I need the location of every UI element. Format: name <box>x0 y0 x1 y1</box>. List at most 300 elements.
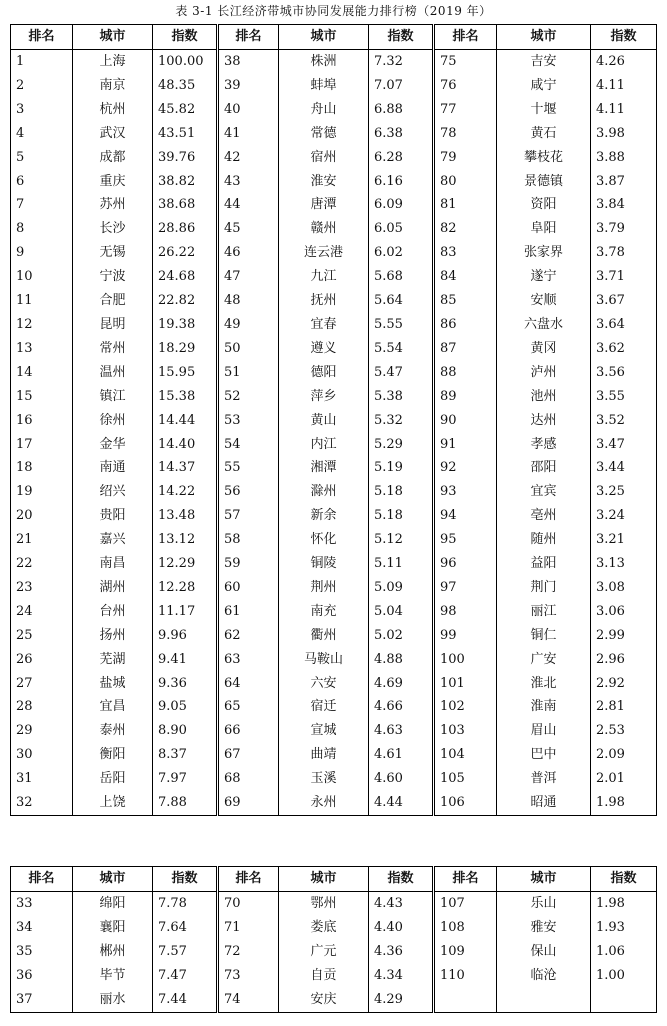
city-cell: 绍兴 <box>73 480 153 504</box>
rank-cell: 24 <box>11 600 73 624</box>
rank-cell: 107 <box>434 892 497 916</box>
rank-cell: 47 <box>218 265 279 289</box>
index-cell: 5.55 <box>369 313 434 337</box>
rank-cell: 95 <box>434 528 497 552</box>
index-cell: 5.12 <box>369 528 434 552</box>
index-cell: 4.36 <box>369 940 434 964</box>
city-cell: 荆州 <box>279 576 369 600</box>
index-cell: 6.05 <box>369 217 434 241</box>
rank-cell: 109 <box>434 940 497 964</box>
city-cell: 丽水 <box>73 988 153 1012</box>
rank-cell: 33 <box>11 892 73 916</box>
index-cell: 1.98 <box>591 791 657 815</box>
table-row <box>11 98 657 122</box>
table-row <box>11 988 657 1012</box>
table-row <box>11 528 657 552</box>
index-cell: 6.38 <box>369 122 434 146</box>
index-cell: 5.18 <box>369 504 434 528</box>
table-row <box>11 552 657 576</box>
index-cell: 5.47 <box>369 361 434 385</box>
rank-cell: 40 <box>218 98 279 122</box>
city-cell: 淮北 <box>497 672 591 696</box>
index-cell: 3.78 <box>591 241 657 265</box>
city-cell: 南昌 <box>73 552 153 576</box>
rank-cell: 50 <box>218 337 279 361</box>
rank-cell: 74 <box>218 988 279 1012</box>
rank-cell: 64 <box>218 672 279 696</box>
city-cell: 无锡 <box>73 241 153 265</box>
city-cell: 遵义 <box>279 337 369 361</box>
index-cell: 3.64 <box>591 313 657 337</box>
table-row <box>11 719 657 743</box>
rank-cell: 3 <box>11 98 73 122</box>
index-cell: 4.88 <box>369 648 434 672</box>
index-cell: 14.37 <box>153 456 218 480</box>
city-cell: 黄石 <box>497 122 591 146</box>
city-cell: 黄山 <box>279 409 369 433</box>
rank-cell: 4 <box>11 122 73 146</box>
rank-cell: 52 <box>218 385 279 409</box>
rank-cell: 100 <box>434 648 497 672</box>
table-row <box>11 265 657 289</box>
index-cell: 38.82 <box>153 170 218 194</box>
index-cell: 18.29 <box>153 337 218 361</box>
rank-cell: 20 <box>11 504 73 528</box>
header-rank: 排名 <box>218 867 279 892</box>
rank-cell: 10 <box>11 265 73 289</box>
city-cell: 南通 <box>73 456 153 480</box>
index-cell: 7.78 <box>153 892 218 916</box>
rank-cell: 57 <box>218 504 279 528</box>
city-cell: 淮南 <box>497 695 591 719</box>
table-row <box>11 146 657 170</box>
header-rank: 排名 <box>434 25 497 50</box>
rank-cell: 26 <box>11 648 73 672</box>
city-cell <box>497 988 591 1012</box>
header-index: 指数 <box>153 25 218 50</box>
rank-cell: 91 <box>434 433 497 457</box>
city-cell: 淮安 <box>279 170 369 194</box>
city-cell: 怀化 <box>279 528 369 552</box>
city-cell: 蚌埠 <box>279 74 369 98</box>
index-cell: 3.79 <box>591 217 657 241</box>
rank-cell: 69 <box>218 791 279 815</box>
city-cell: 宿迁 <box>279 695 369 719</box>
header-index: 指数 <box>369 867 434 892</box>
index-cell: 3.67 <box>591 289 657 313</box>
header-city: 城市 <box>73 867 153 892</box>
index-cell: 5.68 <box>369 265 434 289</box>
city-cell: 荆门 <box>497 576 591 600</box>
rank-cell: 44 <box>218 193 279 217</box>
city-cell: 广元 <box>279 940 369 964</box>
table-row <box>11 409 657 433</box>
rank-cell: 82 <box>434 217 497 241</box>
table-row <box>11 504 657 528</box>
index-cell: 4.40 <box>369 916 434 940</box>
index-cell: 15.95 <box>153 361 218 385</box>
index-cell: 5.54 <box>369 337 434 361</box>
index-cell: 2.01 <box>591 767 657 791</box>
rank-cell: 36 <box>11 964 73 988</box>
index-cell: 7.88 <box>153 791 218 815</box>
city-cell: 岳阳 <box>73 767 153 791</box>
index-cell: 14.44 <box>153 409 218 433</box>
index-cell: 5.19 <box>369 456 434 480</box>
city-cell: 阜阳 <box>497 217 591 241</box>
city-cell: 长沙 <box>73 217 153 241</box>
city-cell: 苏州 <box>73 193 153 217</box>
rank-cell: 71 <box>218 916 279 940</box>
index-cell: 4.29 <box>369 988 434 1012</box>
index-cell: 5.18 <box>369 480 434 504</box>
table-row <box>11 767 657 791</box>
table-row <box>11 743 657 767</box>
city-cell: 宁波 <box>73 265 153 289</box>
rank-cell: 43 <box>218 170 279 194</box>
header-rank: 排名 <box>218 25 279 50</box>
rank-cell: 101 <box>434 672 497 696</box>
rank-cell: 5 <box>11 146 73 170</box>
index-cell: 3.44 <box>591 456 657 480</box>
city-cell: 襄阳 <box>73 916 153 940</box>
city-cell: 邵阳 <box>497 456 591 480</box>
header-rank: 排名 <box>11 867 73 892</box>
rank-cell: 38 <box>218 50 279 74</box>
index-cell: 100.00 <box>153 50 218 74</box>
index-cell: 4.60 <box>369 767 434 791</box>
city-cell: 台州 <box>73 600 153 624</box>
city-cell: 武汉 <box>73 122 153 146</box>
table-row <box>11 456 657 480</box>
city-cell: 南京 <box>73 74 153 98</box>
table-row <box>11 337 657 361</box>
index-cell: 1.06 <box>591 940 657 964</box>
city-cell: 六盘水 <box>497 313 591 337</box>
rank-cell: 76 <box>434 74 497 98</box>
rank-cell: 51 <box>218 361 279 385</box>
index-cell: 2.53 <box>591 719 657 743</box>
rank-cell: 46 <box>218 241 279 265</box>
rank-cell: 58 <box>218 528 279 552</box>
rank-cell: 96 <box>434 552 497 576</box>
rank-cell: 41 <box>218 122 279 146</box>
index-cell: 38.68 <box>153 193 218 217</box>
city-cell: 巴中 <box>497 743 591 767</box>
rank-cell: 61 <box>218 600 279 624</box>
rank-cell: 29 <box>11 719 73 743</box>
city-cell: 德阳 <box>279 361 369 385</box>
city-cell: 达州 <box>497 409 591 433</box>
index-cell: 28.86 <box>153 217 218 241</box>
city-cell: 唐潭 <box>279 193 369 217</box>
rank-cell: 83 <box>434 241 497 265</box>
rank-cell: 68 <box>218 767 279 791</box>
index-cell: 4.11 <box>591 74 657 98</box>
header-index: 指数 <box>369 25 434 50</box>
rank-cell: 53 <box>218 409 279 433</box>
ranking-table-main <box>10 24 657 816</box>
city-cell: 铜陵 <box>279 552 369 576</box>
table-row <box>11 122 657 146</box>
rank-cell: 94 <box>434 504 497 528</box>
rank-cell: 25 <box>11 624 73 648</box>
city-cell: 永州 <box>279 791 369 815</box>
table-row <box>11 313 657 337</box>
rank-cell: 21 <box>11 528 73 552</box>
index-cell: 48.35 <box>153 74 218 98</box>
header-index: 指数 <box>591 867 657 892</box>
city-cell: 自贡 <box>279 964 369 988</box>
rank-cell: 86 <box>434 313 497 337</box>
city-cell: 新余 <box>279 504 369 528</box>
rank-cell: 103 <box>434 719 497 743</box>
index-cell: 26.22 <box>153 241 218 265</box>
city-cell: 赣州 <box>279 217 369 241</box>
index-cell: 3.56 <box>591 361 657 385</box>
rank-cell: 78 <box>434 122 497 146</box>
table-row <box>11 624 657 648</box>
index-cell: 4.44 <box>369 791 434 815</box>
rank-cell: 90 <box>434 409 497 433</box>
rank-cell: 48 <box>218 289 279 313</box>
table-row <box>11 600 657 624</box>
city-cell: 九江 <box>279 265 369 289</box>
city-cell: 毕节 <box>73 964 153 988</box>
rank-cell: 7 <box>11 193 73 217</box>
rank-cell: 56 <box>218 480 279 504</box>
rank-cell: 84 <box>434 265 497 289</box>
rank-cell: 104 <box>434 743 497 767</box>
index-cell: 3.13 <box>591 552 657 576</box>
rank-cell: 6 <box>11 170 73 194</box>
city-cell: 景德镇 <box>497 170 591 194</box>
city-cell: 黄冈 <box>497 337 591 361</box>
rank-cell: 63 <box>218 648 279 672</box>
city-cell: 昆明 <box>73 313 153 337</box>
index-cell: 13.48 <box>153 504 218 528</box>
rank-cell: 23 <box>11 576 73 600</box>
header-index: 指数 <box>591 25 657 50</box>
header-index: 指数 <box>153 867 218 892</box>
city-cell: 泰州 <box>73 719 153 743</box>
index-cell: 9.96 <box>153 624 218 648</box>
header-city: 城市 <box>279 25 369 50</box>
index-cell: 6.09 <box>369 193 434 217</box>
city-cell: 益阳 <box>497 552 591 576</box>
rank-cell: 18 <box>11 456 73 480</box>
index-cell: 5.02 <box>369 624 434 648</box>
city-cell: 常州 <box>73 337 153 361</box>
index-cell: 2.96 <box>591 648 657 672</box>
index-cell: 5.11 <box>369 552 434 576</box>
rank-cell: 87 <box>434 337 497 361</box>
city-cell: 合肥 <box>73 289 153 313</box>
index-cell: 2.99 <box>591 624 657 648</box>
city-cell: 遂宁 <box>497 265 591 289</box>
index-cell: 2.92 <box>591 672 657 696</box>
index-cell: 6.88 <box>369 98 434 122</box>
rank-cell: 92 <box>434 456 497 480</box>
rank-cell: 89 <box>434 385 497 409</box>
index-cell: 5.09 <box>369 576 434 600</box>
rank-cell: 8 <box>11 217 73 241</box>
city-cell: 萍乡 <box>279 385 369 409</box>
city-cell: 扬州 <box>73 624 153 648</box>
index-cell: 2.09 <box>591 743 657 767</box>
index-cell: 12.28 <box>153 576 218 600</box>
rank-cell: 15 <box>11 385 73 409</box>
city-cell: 宣城 <box>279 719 369 743</box>
table-row <box>11 74 657 98</box>
rank-cell: 60 <box>218 576 279 600</box>
index-cell: 4.69 <box>369 672 434 696</box>
header-rank: 排名 <box>434 867 497 892</box>
city-cell: 随州 <box>497 528 591 552</box>
index-cell: 3.84 <box>591 193 657 217</box>
rank-cell: 108 <box>434 916 497 940</box>
index-cell: 5.04 <box>369 600 434 624</box>
city-cell: 资阳 <box>497 193 591 217</box>
header-city: 城市 <box>73 25 153 50</box>
city-cell: 鄂州 <box>279 892 369 916</box>
table-row <box>11 791 657 815</box>
index-cell: 3.21 <box>591 528 657 552</box>
index-cell: 7.07 <box>369 74 434 98</box>
city-cell: 湘潭 <box>279 456 369 480</box>
index-cell: 7.32 <box>369 50 434 74</box>
index-cell: 3.52 <box>591 409 657 433</box>
index-cell: 2.81 <box>591 695 657 719</box>
table-header <box>11 867 657 892</box>
city-cell: 宜春 <box>279 313 369 337</box>
index-cell: 3.71 <box>591 265 657 289</box>
index-cell: 11.17 <box>153 600 218 624</box>
index-cell: 3.55 <box>591 385 657 409</box>
index-cell: 3.08 <box>591 576 657 600</box>
index-cell: 3.25 <box>591 480 657 504</box>
rank-cell: 88 <box>434 361 497 385</box>
city-cell: 重庆 <box>73 170 153 194</box>
rank-cell <box>434 988 497 1012</box>
rank-cell: 30 <box>11 743 73 767</box>
rank-cell: 73 <box>218 964 279 988</box>
index-cell: 4.63 <box>369 719 434 743</box>
index-cell: 6.28 <box>369 146 434 170</box>
rank-cell: 19 <box>11 480 73 504</box>
rank-cell: 66 <box>218 719 279 743</box>
city-cell: 铜仁 <box>497 624 591 648</box>
rank-cell: 39 <box>218 74 279 98</box>
city-cell: 雅安 <box>497 916 591 940</box>
city-cell: 衢州 <box>279 624 369 648</box>
city-cell: 嘉兴 <box>73 528 153 552</box>
rank-cell: 17 <box>11 433 73 457</box>
city-cell: 抚州 <box>279 289 369 313</box>
header-rank: 排名 <box>11 25 73 50</box>
index-cell: 7.57 <box>153 940 218 964</box>
city-cell: 眉山 <box>497 719 591 743</box>
city-cell: 株洲 <box>279 50 369 74</box>
index-cell: 3.06 <box>591 600 657 624</box>
rank-cell: 81 <box>434 193 497 217</box>
table-row <box>11 695 657 719</box>
table-row <box>11 50 657 74</box>
index-cell: 22.82 <box>153 289 218 313</box>
index-cell: 8.90 <box>153 719 218 743</box>
rank-cell: 80 <box>434 170 497 194</box>
rank-cell: 106 <box>434 791 497 815</box>
rank-cell: 9 <box>11 241 73 265</box>
rank-cell: 105 <box>434 767 497 791</box>
rank-cell: 31 <box>11 767 73 791</box>
index-cell: 13.12 <box>153 528 218 552</box>
index-cell <box>591 988 657 1012</box>
city-cell: 镇江 <box>73 385 153 409</box>
index-cell: 3.98 <box>591 122 657 146</box>
city-cell: 上海 <box>73 50 153 74</box>
rank-cell: 72 <box>218 940 279 964</box>
city-cell: 连云港 <box>279 241 369 265</box>
index-cell: 12.29 <box>153 552 218 576</box>
city-cell: 吉安 <box>497 50 591 74</box>
index-cell: 5.38 <box>369 385 434 409</box>
index-cell: 3.24 <box>591 504 657 528</box>
city-cell: 宜宾 <box>497 480 591 504</box>
rank-cell: 110 <box>434 964 497 988</box>
ranking-table-continued <box>10 866 657 1013</box>
city-cell: 丽江 <box>497 600 591 624</box>
rank-cell: 65 <box>218 695 279 719</box>
city-cell: 池州 <box>497 385 591 409</box>
table-row <box>11 241 657 265</box>
city-cell: 攀枝花 <box>497 146 591 170</box>
table-header <box>11 25 657 50</box>
city-cell: 杭州 <box>73 98 153 122</box>
rank-cell: 2 <box>11 74 73 98</box>
index-cell: 14.22 <box>153 480 218 504</box>
index-cell: 43.51 <box>153 122 218 146</box>
index-cell: 3.47 <box>591 433 657 457</box>
index-cell: 6.16 <box>369 170 434 194</box>
rank-cell: 93 <box>434 480 497 504</box>
city-cell: 安庆 <box>279 988 369 1012</box>
city-cell: 徐州 <box>73 409 153 433</box>
index-cell: 7.64 <box>153 916 218 940</box>
rank-cell: 102 <box>434 695 497 719</box>
index-cell: 9.05 <box>153 695 218 719</box>
table-row <box>11 916 657 940</box>
city-cell: 湖州 <box>73 576 153 600</box>
city-cell: 广安 <box>497 648 591 672</box>
index-cell: 4.34 <box>369 964 434 988</box>
rank-cell: 99 <box>434 624 497 648</box>
table-row <box>11 940 657 964</box>
header-city: 城市 <box>497 867 591 892</box>
rank-cell: 85 <box>434 289 497 313</box>
table-body <box>11 50 657 816</box>
index-cell: 3.62 <box>591 337 657 361</box>
city-cell: 亳州 <box>497 504 591 528</box>
index-cell: 9.36 <box>153 672 218 696</box>
index-cell: 7.97 <box>153 767 218 791</box>
header-city: 城市 <box>279 867 369 892</box>
table-row <box>11 672 657 696</box>
city-cell: 泸州 <box>497 361 591 385</box>
table-row <box>11 648 657 672</box>
rank-cell: 34 <box>11 916 73 940</box>
index-cell: 4.66 <box>369 695 434 719</box>
